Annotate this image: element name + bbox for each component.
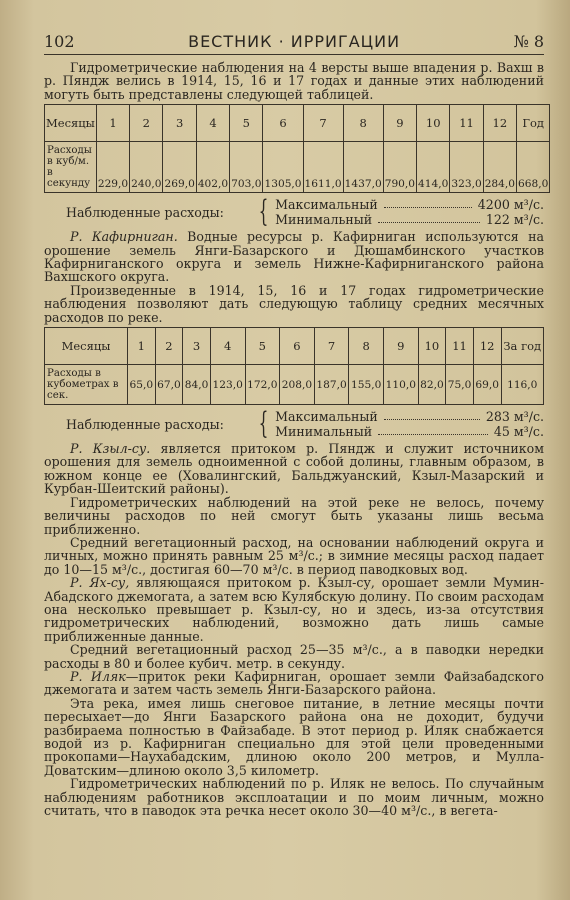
table-cell: 668,0 [517, 142, 550, 193]
month-header-cell: 9 [384, 328, 419, 365]
min-value: 122 м³/с. [485, 212, 544, 228]
table-cell: 790,0 [383, 142, 416, 193]
table-cell: 414,0 [417, 142, 450, 193]
observed-discharge-block [44, 406, 544, 442]
table-cell: 172,0 [245, 365, 280, 405]
table-header-row [45, 328, 544, 365]
month-header-cell: 10 [418, 328, 446, 365]
table-cell: 65,0 [128, 365, 156, 405]
min-line [275, 212, 544, 227]
month-header-cell: 12 [483, 105, 516, 142]
table-cell: 155,0 [349, 365, 384, 405]
max-label: Максимальный [275, 197, 378, 213]
table-header-row [45, 105, 550, 142]
table-cell: 1437,0 [343, 142, 383, 193]
kafirnigan-discharge-table [44, 327, 544, 405]
max-line [275, 409, 544, 424]
month-header-cell: 5 [230, 105, 263, 142]
min-line [275, 424, 544, 439]
page-number: 102 [44, 32, 75, 51]
table-cell: 1305,0 [263, 142, 303, 193]
month-header-cell: 11 [450, 105, 483, 142]
paragraph-text: является притоком р. Пяндж и служит источником орошения для земель одноименной с собой долины, главным образом, в южном конце ее (Ховалингский, Бальджуанский, Кзыл-Мазарский и Курбан-Шеитский районы). [44, 441, 544, 497]
max-line [275, 197, 544, 212]
table-cell: 208,0 [280, 365, 315, 405]
table-cell: 284,0 [483, 142, 516, 193]
month-header-cell: 3 [163, 105, 196, 142]
paragraph-text: —приток реки Кафирниган, орошает земли Файзабадского джемогата и затем часть земель Янги-Базарского района. [44, 668, 545, 698]
paragraph: Произведенные в 1914, 15, 16 и 17 годах гидрометрические наблюдения позволяют дать следующую таблицу средних месячных расходов по реке. [44, 282, 544, 325]
table-cell: 269,0 [163, 142, 196, 193]
table-cell: 187,0 [314, 365, 349, 405]
min-label: Минимальный [275, 212, 373, 228]
month-header-cell: 4 [196, 105, 229, 142]
paragraph [44, 230, 544, 284]
table-cell: 1611,0 [303, 142, 343, 193]
paragraph-text: Водные ресурсы р. Кафирниган используются на орошение земель Янги-Базарского и Дюшамбинского участков Кафирниганского округа и земель Нижне-Кафирниганского района Вахшского округа. [44, 229, 544, 285]
table-cell: 123,0 [210, 365, 245, 405]
month-header-cell: 1 [96, 105, 129, 142]
month-header-cell: 10 [417, 105, 450, 142]
table-cell: 110,0 [384, 365, 419, 405]
month-header-cell: 7 [303, 105, 343, 142]
paragraph-text: являющаяся притоком р. Кзыл-су, орошает земли Мумин-Абадского джемогата, а затем всю Кулябскую долину. По своим расходам она несколько превышает р. Кзыл-су, но и здесь, из-за отсутствия гидрометрических наблюдений, возможно дать лишь самые приближенные данные. [44, 575, 544, 644]
vakhsh-discharge-table [44, 104, 550, 193]
brace-icon: { [258, 194, 269, 230]
table-cell: 82,0 [418, 365, 446, 405]
month-header-cell: За год [501, 328, 544, 365]
page-header [44, 32, 544, 55]
observed-discharge-block [44, 194, 544, 230]
month-header-cell: 3 [183, 328, 211, 365]
paragraph: Средний вегетационный расход 25—35 м³/с., а в паводки нередки расходы в 80 и более кубич. метр. в секунду. [44, 642, 544, 671]
month-header-cell: 6 [280, 328, 315, 365]
paragraph: Средний вегетационный расход, на основании наблюдений округа и личных, можно принять равным 25 м³/с.; в зимние месяцы расход падает до 10—15 м³/с., достигая 60—70 м³/с. в период паводковых вод. [44, 534, 544, 577]
paragraph: Гидрометрических наблюдений по р. Иляк не велось. По случайным наблюдениям работников эксплоатации и по моим личным, можно считать, что в паводок эта речка несет около 30—40 м³/с., в вегета- [44, 776, 544, 819]
paragraph [44, 670, 544, 697]
journal-title: ВЕСТНИК · ИРРИГАЦИИ [188, 32, 401, 51]
min-value: 45 м³/с. [493, 424, 544, 440]
observed-label: Наблюденные расходы: [66, 416, 224, 432]
month-header-cell: 4 [210, 328, 245, 365]
brace-icon: { [258, 406, 269, 442]
river-name: Р. Ях-су, [70, 575, 130, 591]
month-header-cell: 8 [343, 105, 383, 142]
month-header-cell: 2 [130, 105, 163, 142]
table-cell: 323,0 [450, 142, 483, 193]
table-cell: 84,0 [183, 365, 211, 405]
month-header-cell: 1 [128, 328, 156, 365]
max-value: 283 м³/с. [485, 409, 544, 425]
month-header-cell: 5 [245, 328, 280, 365]
month-header-cell: 12 [473, 328, 501, 365]
table-row [45, 365, 544, 405]
paragraph [44, 442, 544, 496]
month-header-cell: 8 [349, 328, 384, 365]
table-cell: 240,0 [130, 142, 163, 193]
table-header-cell: Месяцы [45, 105, 97, 142]
river-name: Р. Кафирниган. [70, 229, 178, 245]
max-label: Максимальный [275, 409, 378, 425]
table-cell: 703,0 [230, 142, 263, 193]
month-header-cell: 9 [383, 105, 416, 142]
table-cell: 229,0 [96, 142, 129, 193]
month-header-cell: Год [517, 105, 550, 142]
river-name: Р. Иляк [70, 668, 126, 684]
paragraph: Эта река, имея лишь снеговое питание, в летние месяцы почти пересыхает—до Янги Базарского района она не доходит, будучи разбираема полностью в Файзабаде. В этот период р. Иляк снабжается водой из р. Кафирниган специально для этой цели проведенными прокопами—Наухабадским, длиною около 200 метров, и Мулла-Доватским—длиною около 3,5 километр. [44, 695, 544, 778]
month-header-cell: 11 [446, 328, 474, 365]
table-row [45, 142, 550, 193]
month-header-cell: 6 [263, 105, 303, 142]
table-cell: 116,0 [501, 365, 544, 405]
observed-label: Наблюденные расходы: [66, 204, 224, 220]
table-row-label: Расходы в кубометрах в сек. [45, 365, 128, 405]
month-header-cell: 7 [314, 328, 349, 365]
table-cell: 67,0 [155, 365, 183, 405]
paragraph [44, 576, 544, 643]
paragraph: Гидрометрических наблюдений на этой реке не велось, почему величины расходов по ней смогут быть указаны лишь весьма приближенно. [44, 494, 544, 537]
table-header-cell: Месяцы [45, 328, 128, 365]
table-cell: 75,0 [446, 365, 474, 405]
table-cell: 402,0 [196, 142, 229, 193]
table-row-label: Расходы в куб/м. в секунду [45, 142, 97, 193]
table-cell: 69,0 [473, 365, 501, 405]
month-header-cell: 2 [155, 328, 183, 365]
river-name: Р. Кзыл-су. [70, 441, 151, 457]
min-label: Минимальный [275, 424, 373, 440]
max-value: 4200 м³/с. [477, 197, 544, 213]
paragraph: Гидрометрические наблюдения на 4 версты выше впадения р. Вахш в р. Пяндж велись в 1914, 15, 16 и 17 годах и данные этих наблюдений могуть быть представлены следующей таблицей. [44, 60, 544, 102]
issue-number: № 8 [513, 32, 544, 51]
